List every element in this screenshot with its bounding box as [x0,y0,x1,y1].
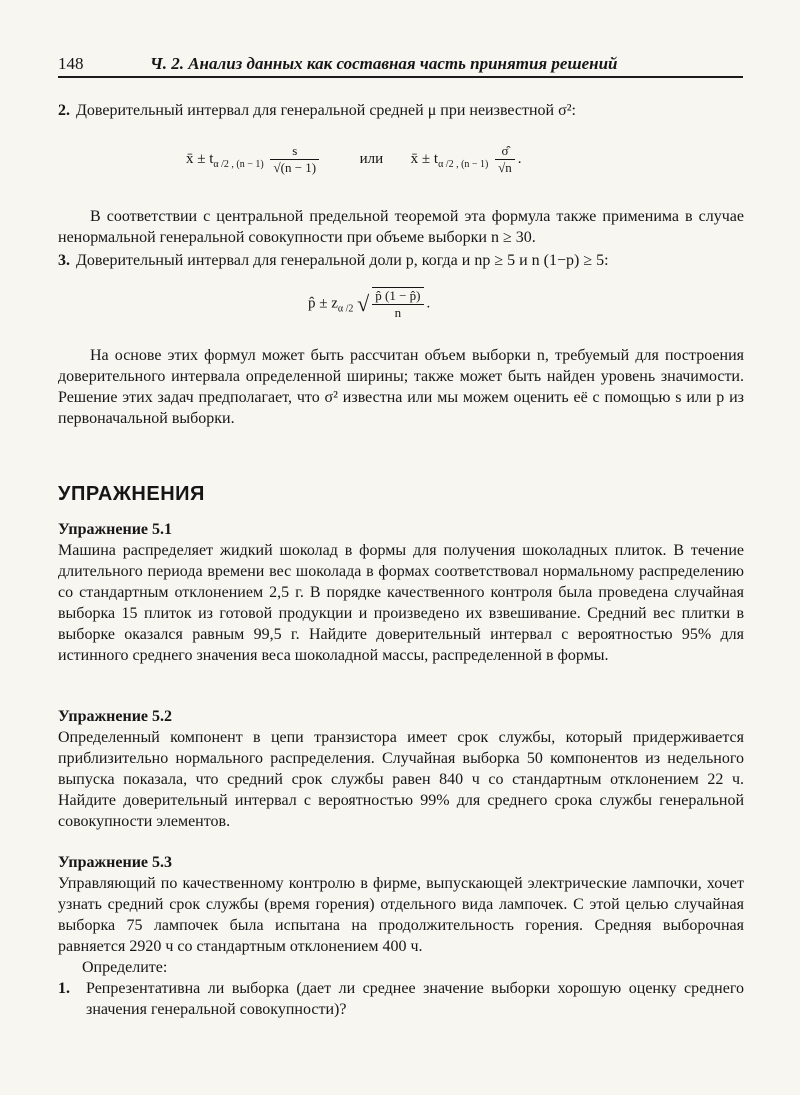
exercise-5-3 [58,852,744,1020]
exercise-title: Упражнение 5.2 [58,708,173,725]
page-header [58,52,743,78]
formula-mean-interval [186,143,522,176]
paragraph-clt: В соответствии с центральной предельной теоремой эта формула также применима в случае ненормальной генеральной совокупности при объеме выборки n ≥ 30. [58,208,744,246]
exercise-text: Управляющий по качественному контролю в фирме, выпускающей электрические лампочки, хочет узнать средний срок службы (время горения) отдельного вида лампочек. С этой целью случайная выборка 75 лампочек была испытана на продолжительность горения. Средняя выборочная равняется 2920 ч со стандартным отклонением 400 ч. [58,875,744,955]
page-number: 148 [58,54,84,73]
formula2-pm: ± z [319,295,338,312]
item-3 [58,250,744,271]
item-3-number: 3. [58,252,70,269]
formula2-fraction [372,287,423,321]
formula1-left-sub: α /2 , (n − 1) [213,158,264,170]
formula2-sub: α /2 [337,303,354,315]
formula1-or: или [359,150,384,167]
formula1-right-num: σ̂ [495,143,515,160]
exercise-text: Определенный компонент в цепи транзистора имеет срок службы, который придерживается приблизительно нормального распределения. Случайная выборка 50 компонентов из недельного выпуска показала, что средний срок службы равен 840 ч со стандартным отклонением 22 ч. Найдите доверительный интервал с вероятностью 99% для среднего срока службы генеральной совокупности элементов. [58,729,744,830]
paragraph-basis: На основе этих формул может быть рассчитан объем выборки n, требуемый для построения доверительного интервала определенной ширины; также может быть найден уровень значимости. Решение этих задач предполагает, что σ² известна или мы можем оценить её с помощью s или p из первоначальной выборки. [58,347,745,427]
formula2-num: p̂ (1 − p̂) [372,288,423,305]
item-2 [58,100,744,121]
item-3-text: Доверительный интервал для генеральной доли p, когда и np ≥ 5 и n (1−p) ≥ 5: [76,252,609,269]
list-item-text: Репрезентативна ли выборка (дает ли среднее значение выборки хорошую оценку среднего значения генеральной совокупности)? [86,980,744,1018]
list-item-number: 1. [58,980,70,997]
exercise-title: Упражнение 5.1 [58,521,173,538]
formula2-p-hat: p̂ [308,295,316,312]
exercise-text: Машина распределяет жидкий шоколад в формы для получения шоколадных плиток. В течение длительного периода времени вес шоколада в формах соответствовал нормальному распределению со стандартным отклонением 2,5 г. В порядке качественного контроля была проведена случайная выборка 15 плиток из готовой продукции и произведено их взвешивание. Средний вес плитки в выборке оказался равным 99,5 г. Найдите доверительный интервал с вероятностью 95% для истинного среднего значения веса шоколадной массы, распределенной в формы. [58,542,744,664]
exercise-prompt: Определите: [82,959,168,976]
formula1-end: . [517,150,522,167]
formula1-right-sub: α /2 , (n − 1) [438,158,489,170]
item-2-text: Доверительный интервал для генеральной средней μ при неизвестной σ²: [76,102,576,119]
formula-proportion-interval [308,287,430,321]
formula1-right-den: √n [498,160,512,175]
formula1-right: x̄ ± t [410,150,439,167]
formula1-left-num: s [270,143,319,160]
formula1-right-fraction [495,143,515,176]
formula2-end: . [426,295,431,312]
list-item [58,978,744,1020]
sqrt-sign-icon: √ [357,291,370,316]
exercise-5-1 [58,519,744,666]
item-2-number: 2. [58,102,70,119]
exercise-title: Упражнение 5.3 [58,854,173,871]
exercise-5-2 [58,706,744,832]
formula1-left-fraction [270,143,319,176]
formula1-left: x̄ ± t [186,150,214,167]
section-title: УПРАЖНЕНИЯ [58,483,205,505]
formula1-left-den: √(n − 1) [273,160,317,175]
formula2-den: n [394,305,402,320]
running-title: Ч. 2. Анализ данных как составная часть принятия решений [150,54,618,73]
